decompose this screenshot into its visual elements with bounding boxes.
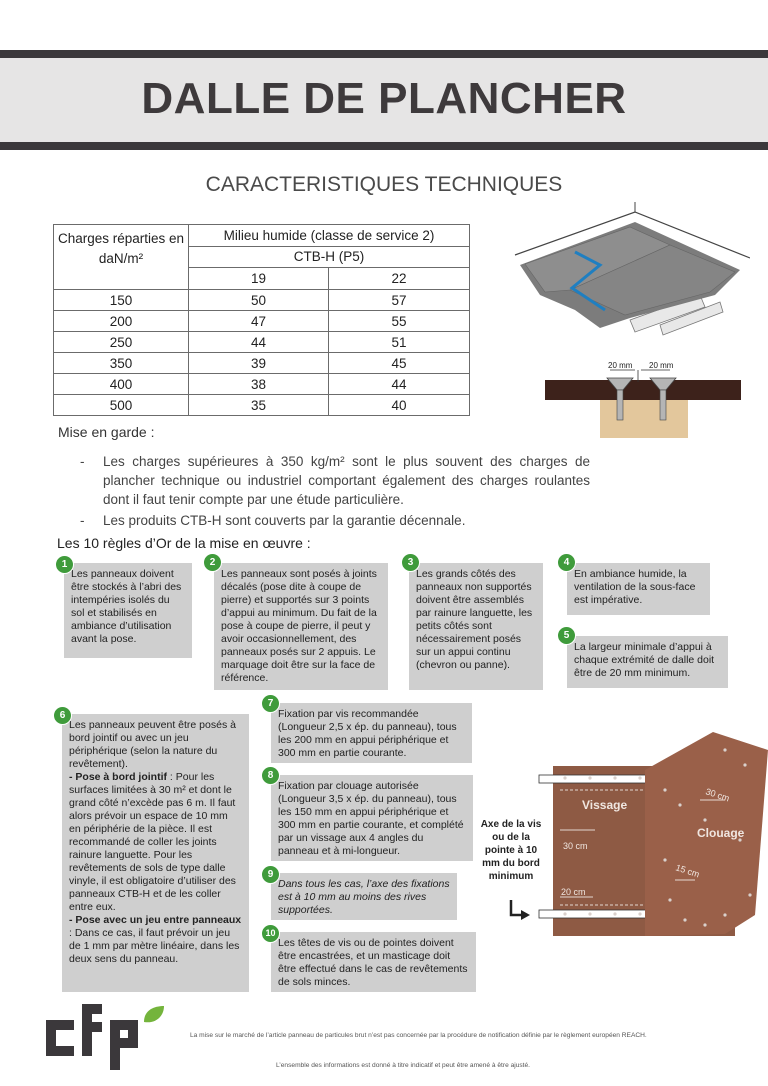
rule-text: Fixation par clouage autorisée (Longueur 3,5 x ép. du panneau), tous les 150 mm en appui périphérique et 300 mm en partie courante, et complété par un vissage aux 4 angles du panneau et à mi-longueur. — [278, 780, 464, 857]
screw-dim-right: 20 mm — [649, 361, 674, 370]
rule-badge-1: 1 — [55, 555, 74, 574]
vissage-label: Vissage — [582, 798, 628, 812]
header-band-top — [0, 50, 768, 58]
rule-box-5 — [567, 636, 728, 688]
list-item: - Les charges supérieures à 350 kg/m² sont le plus souvent des charges de plancher technique ou industriel comportant également des charges roulantes dont il faut tenir compte par une étude particulière. — [80, 454, 590, 507]
rules-title: Les 10 règles d’Or de la mise en œuvre : — [57, 535, 311, 551]
rule-box-3 — [409, 563, 543, 690]
cell-value: 47 — [189, 311, 329, 332]
rule-badge-3: 3 — [401, 553, 420, 572]
rule-heading: - Pose à bord jointif — [69, 771, 168, 783]
table-row — [54, 290, 470, 311]
rule-badge-10: 10 — [261, 924, 280, 943]
cell-value: 51 — [329, 332, 470, 353]
cfp-logo — [44, 1002, 166, 1072]
dim-label: 30 cm — [704, 786, 731, 804]
rule-box-2 — [214, 563, 388, 690]
group-header: Milieu humide (classe de service 2) — [189, 225, 470, 247]
rule-box-10 — [271, 932, 476, 992]
table-row — [54, 395, 470, 416]
product-header: CTB-H (P5) — [189, 246, 470, 268]
footer-note-reach: La mise sur le marché de l’article panneau de particules brut n’est pas concernée par la procédure de notification définie par le règlement européen REACH. — [190, 1032, 647, 1039]
table-row-header — [54, 225, 189, 290]
rule-badge-5: 5 — [557, 626, 576, 645]
cell-value: 40 — [329, 395, 470, 416]
rule-box-9 — [271, 873, 457, 920]
page-title: DALLE DE PLANCHER — [141, 74, 627, 123]
rule-text: Les panneaux doivent être stockés à l’abri des intempéries isolés du sol et stabilisés en ambiance d’utilisation avant la pose. — [71, 568, 182, 645]
rule-box-1 — [64, 563, 192, 658]
cell-value: 38 — [189, 374, 329, 395]
cell-charge: 500 — [54, 395, 189, 416]
fixing-diagram — [505, 730, 768, 945]
cell-value: 55 — [329, 311, 470, 332]
cell-value: 45 — [329, 353, 470, 374]
rule-box-4 — [567, 563, 710, 615]
cell-value: 44 — [189, 332, 329, 353]
spec-table — [53, 224, 470, 416]
table-row — [54, 353, 470, 374]
floor-panels-illustration — [510, 200, 750, 340]
rule-text: Les grands côtés des panneaux non supportés doivent être assemblés par rainure languette, les petits côtés sont nécessairement posés sur un appui continu (chevron ou panne). — [416, 568, 533, 671]
table-row — [54, 311, 470, 332]
cell-value: 35 — [189, 395, 329, 416]
table-row — [54, 374, 470, 395]
rule-box-7 — [271, 703, 472, 763]
warning-title: Mise en garde : — [58, 424, 155, 440]
cell-value: 39 — [189, 353, 329, 374]
rule-box-8 — [271, 775, 473, 861]
dim-label: 30 cm — [563, 841, 588, 851]
rule-text: : Pour les surfaces limitées à 30 m² et dont le grand côté n’excède pas 6 m. Il faut alors prévoir un espace de 10 mm en périphérie de la pièce. Il est recommandé de coller les joints rainure languette. Pour les revêtements de sols de type dalle vinyle, il est obligatoire d’utiliser des panneaux CTB-H et de les coller entre eux. — [69, 771, 236, 913]
cell-value: 50 — [189, 290, 329, 311]
cell-charge: 200 — [54, 311, 189, 332]
thickness-22: 22 — [329, 268, 470, 290]
list-item: - Les produits CTB-H sont couverts par la garantie décennale. — [80, 513, 466, 528]
rule-text: En ambiance humide, la ventilation de la sous-face est impérative. — [574, 568, 696, 606]
bullet-text: Les produits CTB-H sont couverts par la garantie décennale. — [103, 513, 466, 528]
cell-charge: 150 — [54, 290, 189, 311]
axis-label: Axe de la vis ou de la pointe à 10 mm du bord minimum — [480, 819, 542, 882]
row-header-line1: Charges réparties en — [57, 231, 185, 246]
header-band-bottom — [0, 142, 768, 150]
rule-box-6 — [62, 714, 249, 992]
rule-text: Fixation par vis recommandée (Longueur 2,5 x ép. du panneau), tous les 200 mm en appui périphérique et 300 mm en partie courante. — [278, 708, 457, 759]
clouage-label: Clouage — [697, 826, 745, 840]
rule-badge-4: 4 — [557, 553, 576, 572]
cell-charge: 350 — [54, 353, 189, 374]
cell-value: 57 — [329, 290, 470, 311]
screw-dim-left: 20 mm — [608, 361, 633, 370]
rule-text: Les panneaux sont posés à joints décalés (pose dite à coupe de pierre) et supportés sur 3 points d’appui au minimum. Du fait de la pose à coupe de pierre, il peut y avoir occasionnellement, des panneaux posés sur 2 appuis. Le marquage doit être sur la face de référence. — [221, 568, 377, 684]
screw-detail-diagram — [545, 360, 745, 440]
rule-badge-8: 8 — [261, 766, 280, 785]
rule-text: Les panneaux peuvent être posés à bord jointif ou avec un jeu périphérique (selon la nature du revêtement). — [69, 719, 236, 770]
rule-badge-2: 2 — [203, 553, 222, 572]
warning-list — [80, 452, 590, 530]
cell-charge: 400 — [54, 374, 189, 395]
dim-label: 15 cm — [674, 862, 701, 880]
rule-badge-7: 7 — [261, 694, 280, 713]
footer-note-disclaimer: L’ensemble des informations est donné à titre indicatif et peut être amené à être ajusté. — [276, 1062, 531, 1069]
rule-text: La largeur minimale d’appui à chaque extrémité de dalle doit être de 20 mm minimum. — [574, 641, 715, 679]
table-row — [54, 332, 470, 353]
row-header-line2: daN/m² — [98, 251, 144, 266]
dim-label: 20 cm — [561, 887, 586, 897]
rule-badge-9: 9 — [261, 865, 280, 884]
thickness-19: 19 — [189, 268, 329, 290]
cell-value: 44 — [329, 374, 470, 395]
bullet-text: Les charges supérieures à 350 kg/m² sont le plus souvent des charges de plancher technique ou industriel comportant également des charges roulantes dont il faut tenir compte par une étude particulière. — [103, 454, 590, 507]
rule-heading: - Pose avec un jeu entre panneaux — [69, 914, 242, 926]
rule-text: Dans tous les cas, l’axe des fixations est à 10 mm au moins des rives supportées. — [278, 878, 450, 916]
rule-text: Les têtes de vis ou de pointes doivent être encastrées, et un masticage doit être effectué dans le cas de revêtements de sols minces. — [278, 937, 468, 988]
rule-badge-6: 6 — [53, 706, 72, 725]
rule-text: : Dans ce cas, il faut prévoir un jeu de 1 mm par mètre linéaire, dans les deux sens du panneau. — [69, 927, 240, 965]
cell-charge: 250 — [54, 332, 189, 353]
section-title: CARACTERISTIQUES TECHNIQUES — [205, 173, 563, 195]
